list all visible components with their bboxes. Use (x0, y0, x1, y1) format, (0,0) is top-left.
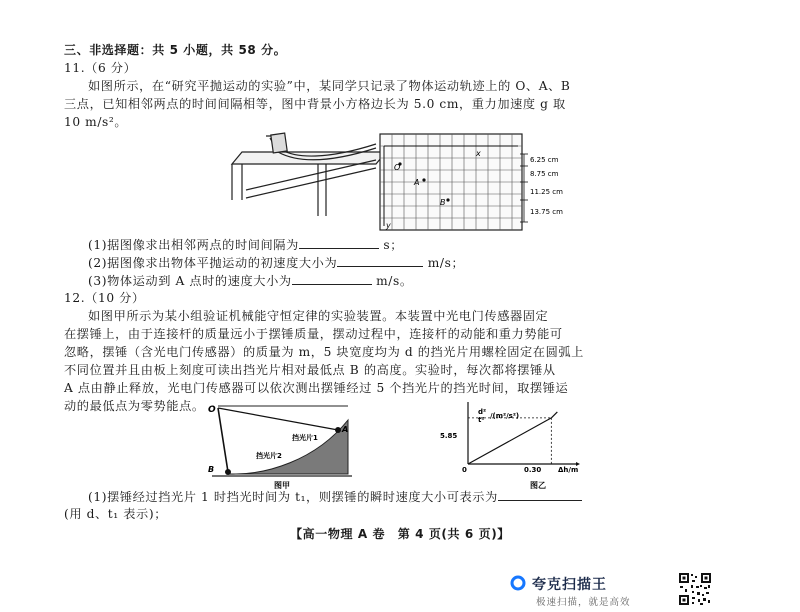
jia-rod-released (218, 408, 338, 430)
yi-caption: 图乙 (530, 481, 546, 490)
q11-dim-1: 6.25 cm (530, 156, 559, 164)
page-footer: 【高一物理 A 卷 第 4 页(共 6 页)】 (290, 527, 510, 541)
q11-sub3-unit: m/s。 (376, 274, 413, 288)
section-heading: 三、非选择题：共 5 小题，共 58 分。 (64, 43, 287, 57)
q12-sub1-blank[interactable] (498, 488, 582, 501)
yi-y-tick-label: 5.85 (440, 432, 458, 440)
q11-dim-2: 8.75 cm (530, 170, 559, 178)
q12-sub1-text: (1)摆锤经过挡光片 1 时挡光时间为 t₁，则摆锤的瞬时速度大小可表示为 (88, 490, 498, 504)
scanner-slogan: 极速扫描，就是高效 (536, 597, 631, 608)
yi-y-label-num: d² (478, 408, 487, 416)
q11-sub3-text: (3)物体运动到 A 点时的速度大小为 (88, 274, 292, 288)
jia-label-a: A (342, 425, 349, 434)
jia-caption: 图甲 (274, 481, 290, 490)
jia-label-b: B (208, 465, 215, 474)
scanner-brand-name: 夸克扫描王 (532, 577, 607, 593)
yi-y-label: /(m²/s²) (490, 412, 520, 420)
yi-data-line (468, 418, 551, 464)
q11-sub1 (88, 236, 403, 253)
q12-sub1-cont: (用 d、t₁ 表示)； (64, 507, 167, 521)
jia-bob-bottom (225, 469, 231, 475)
q12-para-line-6: 动的最低点为零势能点。 (64, 399, 205, 413)
q11-sub1-blank[interactable] (299, 236, 379, 249)
q11-point-b (446, 198, 449, 201)
jia-bob (335, 427, 341, 433)
q11-sub1-unit: s； (383, 238, 404, 252)
q11-sub1-text: (1)据图像求出相邻两点的时间间隔为 (88, 238, 299, 252)
q11-sub2-unit: m/s； (427, 256, 465, 270)
q11-label-o: O (394, 163, 401, 172)
jia-piece2-label: 挡光片2 (256, 452, 282, 460)
q11-sub2-blank[interactable] (337, 254, 423, 267)
jia-label-o: O (208, 405, 216, 415)
q11-sub2 (88, 254, 464, 271)
q12-para-line-4: 不同位置并且由板上刻度可读出挡光片相对最低点 B 的高度。实验时，每次都将摆锤从 (64, 363, 556, 377)
q11-intro-line-1: 如图所示，在“研究平抛运动的实验”中，某同学只记录了物体运动轨迹上的 O、A、B (88, 79, 571, 93)
q11-dim-3: 11.25 cm (530, 188, 563, 196)
q11-sub3-blank[interactable] (292, 272, 372, 285)
yi-x-label: Δh/m (558, 466, 579, 474)
q11-x-label: x (476, 149, 481, 158)
q12-figure-jia (206, 400, 366, 490)
q11-sub3 (88, 272, 413, 289)
q12-sub1 (88, 488, 582, 505)
q12-para-line-1: 如图甲所示为某小组验证机械能守恒定律的实验装置。本装置中光电门传感器固定 (88, 309, 549, 323)
q11-figure (226, 130, 586, 234)
q12-figure-yi-chart (438, 402, 598, 492)
q12-number: 12.（10 分） (64, 291, 145, 305)
q11-number: 11.（6 分） (64, 61, 137, 75)
q11-sub2-text: (2)据图像求出物体平抛运动的初速度大小为 (88, 256, 338, 270)
q11-apparatus (232, 133, 386, 216)
q12-para-line-5: A 点由静止释放，光电门传感器可以依次测出摆锤经过 5 个挡光片的挡光时间，取摆锤运 (64, 381, 569, 395)
qr-code-icon (678, 572, 712, 606)
yi-y-label-den: t² (478, 416, 485, 424)
yi-x-tick-label: 0.30 (524, 466, 542, 474)
q11-intro-line-3: 10 m/s²。 (64, 115, 128, 129)
q11-label-a: A (414, 178, 420, 187)
yi-line-extension (551, 412, 557, 418)
q11-dim-4: 13.75 cm (530, 208, 563, 216)
q11-grid (380, 134, 522, 230)
jia-rod (218, 408, 228, 472)
jia-piece1-label: 挡光片1 (292, 434, 318, 442)
q12-para-line-2: 在摆锤上，由于连接杆的质量远小于摆锤质量，摆动过程中，连接杆的动能和重力势能可 (64, 327, 563, 341)
yi-origin-label: 0 (462, 466, 467, 474)
q11-y-label: y (386, 221, 391, 230)
scanner-logo-icon (510, 575, 526, 591)
q11-label-b: B (440, 198, 446, 207)
q11-point-a (422, 178, 425, 181)
q12-para-line-3: 忽略，摆锤（含光电门传感器）的质量为 m，5 块宽度均为 d 的挡光片用螺栓固定在圆弧上 (64, 345, 584, 359)
q11-intro-line-2: 三点，已知相邻两点的时间间隔相等，图中背景小方格边长为 5.0 cm，重力加速度 g 取 (64, 97, 566, 111)
